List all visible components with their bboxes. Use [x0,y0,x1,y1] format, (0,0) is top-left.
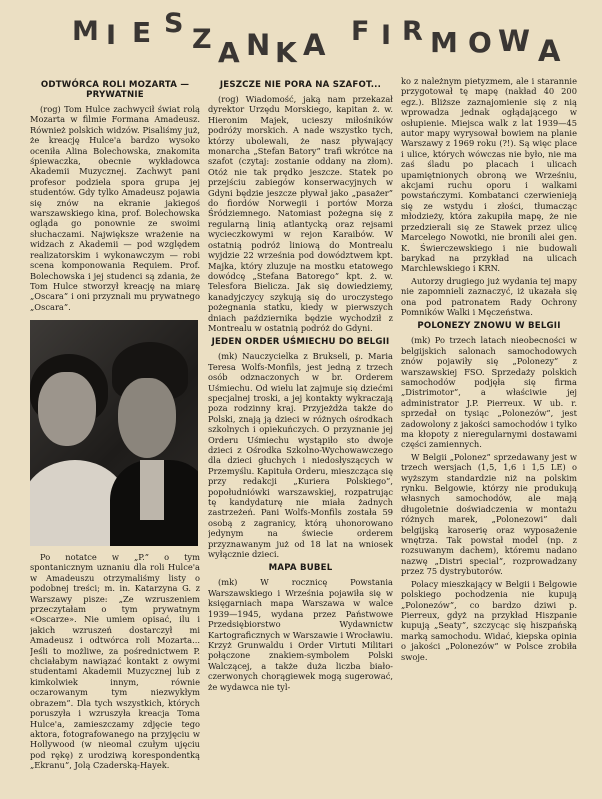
heading-mozart: ODTWÓRCA ROLI MOZARTA — PRYWATNIE [40,80,190,100]
title-letter: M [430,26,460,59]
title-letter: A [538,34,563,68]
title-letter: M [72,16,101,47]
heading-map: MAPA BUBEL [268,563,333,574]
title-letter: R [402,16,425,47]
article-batory-text: (rog) Wiadomość, jaką nam przekazał dyrektor Urzędu Morskiego, kapitan ż. w. Hieronim Majek, ucieszy miłośników podróży morskich. A nade wszystko tych, którzy ubolewali, że nasz pływający monarcha „Stefan Batory” trafi wkrótce na szafot (czytaj: zostanie oddany na złom). Otóż nie tak prędko jeszcze. Statek po przejściu zabiegów konserwacyjnych w Gdyni będzie jeszcze pływał jako „pasażer” do fiordów Norwegii i portów Morza Śródziemnego. Natomiast pożegna się z regularną linią atlantycką oraz rejsami wycieczkowymi w rejon Karaibów. W ostatnią podróż liniową do Montrealu wyjdzie 22 września pod dowództwem kpt. Majka, który zluzuje na mostku etatowego dowódcę „Stefana Batorego” kpt. ż. w. Telesfora Bielicza. Jak się dowiedziemy, kanadyjczycy szykują się do uroczystego pożegnania statku, kiedy w pierwszych dniach października będzie wychodził z Montrealu w ostatnią podróż do Gdyni. [208,94,393,333]
title-letter: F [351,16,372,47]
title-letter: A [218,36,242,69]
title-letter: N [246,28,273,62]
column-2 [208,76,393,792]
article-polonez-p3: Polacy mieszkający w Belgii i Belgowie polskiego pochodzenia nie kupują „Polonezów”, co bardzo dziwi p. Pierreux, gdyż na przykład Hiszpanie kupują „Seaty”, szczycąc się hiszpańską marką samochodu. Widać, kiepska opinia o jakości „Polonezów” w Polsce zrobiła swoje. [401,578,577,662]
title-letter: A [303,28,328,62]
article-map-continued: ko z należnym pietyzmem, ale i starannie przygotował tę mapę (nakład 40 200 egz.). Bliższe zaznajomienie się z nią wprowadza jednak ogłądającego w osłupienie. Miejsca walk z lat 1939—45 autor mapy wyrysował bowiem na planie Warszawy z 1969 roku (?!). Są więc place i ulice, których wówczas nie było, nie ma zaś śladu po placach i ulicach upamiętnionych obroną we Wrześniu, akcjami ruchu oporu i walkami powstańczymi. Kombatanci czerwienieją się ze wstydu i złości, tłumacząc młodzieży, która zakupiła mapę, że nie przedzierali się ze Stawek przez ulicę Marcelego Nowotki, nie bronili alei gen. K. Świerczewskiego i nie budowali barykad na przykład na ulicach Marchlewskiego i KRN. [401,76,577,274]
article-map-second-edition: Autorzy drugiego już wydania tej mapy nie zapomnieli zaznaczyć, iż ukazała się ona pod patronatem Rady Ochrony Pomników Walki i Męczeństwa. [401,275,577,317]
heading-polonez: POLONEZY ZNOWU W BELGII [417,321,561,332]
article-mozart-text: (rog) Tom Hulce zachwycił świat rolą Mozarta w filmie Formana Amadeusz. Również polskich widzów. Pisaliśmy już, że kreację Hulce'a bardzo wysoko oceniła Alina Bolechowska, znakomita śpiewaczka, obecnie wykładowca Akademii Muzycznej. Zachwyt pani profesor podziela spora grupa jej studentów. Gdy tylko Amadeusz pojawia się znów na ekranie jakiegoś warszawskiego kina, prof. Bolechowska ogląda go ponownie ze swoimi słuchaczami. Największe wrażenie na widzach z Akademii — pod względem realizatorskim i wykonawczym — robi scena komponowania Requiem. Prof. Bolechowska i jej studenci są zdania, że Tom Hulce stworzył kreację na miarę „Oscara” i oni przyznali mu prywatnego „Oscara”. [30,104,200,312]
title-letter: W [498,24,532,58]
title-letter: I [106,20,119,51]
heading-order: JEDEN ORDER UŚMIECHU DO BELGII [211,337,390,348]
article-polonez-p1: (mk) Po trzech latach nieobecności w belgijskich salonach samochodowych znów pojawiły się „Polonezy” z warszawskiej FSO. Sprzedaży polskich samochodów podjęła się firma „Distrimotor”, a właściwie jej administrator J.P. Pierreux. W ub. r. sprzedał on tysiąc „Polonezów”, jest zadowolony z jakości samochodów i tylko ma kłopoty z nieregularnymi dostawami części zamiennych. [401,335,577,450]
heading-batory: JESZCZE NIE PORA NA SZAFOT... [219,80,382,90]
title-letter: E [132,16,154,49]
section-title [70,6,570,72]
column-1-top [30,76,200,316]
article-map-text: (mk) W rocznicę Powstania Warszawskiego i Września pojawiła się w księgarniach mapa Warszawa w walce 1939—1945, wydana przez Państwowe Przedsiębiorstwo Wydawnictw Kartograficznych w Warszawie i Wrocławiu. Krzyż Grunwaldu i Order Virtuti Militari połączone znakiem-symbolem Polski Walczącej, a także duża liczba biało-czerwonych chorągiewek mogą sugerować, że wydawca nie tyl- [208,577,393,692]
title-letter: S [164,8,186,39]
photo-tom-hulce [30,320,198,546]
column-1-bottom [30,552,200,792]
title-letter: I [381,20,394,51]
article-mozart-letters: Po notatce w „P.” o tym spontanicznym uznaniu dla roli Hulce'a w Amadeuszu otrzymaliśmy listy o podobnej treści; m. in. Katarzyna G. z Warszawy pisze: „Ze wzruszeniem przeczytałam o tym prywatnym «Oscarze». Nie umiem opisać, ilu i jakich wzruszeń dostarczył mi Amadeusz i odtwórca roli Mozarta... Jeśli to możliwe, za pośrednictwem P. chciałabym nawiązać kontakt z owymi studentami Akademii Muzycznej lub z kimkolwiek innym, równie oczarowanym tym niezwykłym obrazem”. Dla tych wszystkich, których poruszyła i wzruszyła kreacja Toma Hulce'a, zamieszczamy zdjęcie tego aktora, fotografowanego na przyjęciu w Hollywood (w nieomal czułym ujęciu pod rękę) z urodziwą korespondentką „Ekranu”, Jolą Czaderską-Hayek. [30,552,200,771]
article-order-text: (mk) Nauczycielka z Brukseli, p. Maria Teresa Wolfs-Monfils, jest jedną z trzech osób odznaczonych w br. Orderem Uśmiechu. Od wielu lat zajmuje się dziećmi specjalnej troski, a jej kontakty wykraczają poza rodzinny kraj. Przyjeżdża także do Polski, znają ją dzieci w różnych ośrodkach szkolnych i opiekuńczych. O przyznanie jej Orderu Uśmiechu wystąpiło sto dwoje dzieci z Ośrodka Szkolno-Wychowawczego dla dzieci głuchych i niedosłyszących w Przemyślu. Kapituła Orderu, mieszcząca się przy redakcji „Kuriera Polskiego”, popołudniówki warszawskiej, rozpatrując tę kandydaturę nie miała żadnych zastrzeżeń. Pani Wolfs-Monfils została 59 osobą z zagranicy, którą uhonorowano jedynym na świecie orderem przyznawanym już od 18 lat na wniosek wyłącznie dzieci. [208,351,393,560]
title-letter: K [275,36,299,69]
column-3 [401,76,577,792]
title-letter: Z [192,24,214,55]
article-polonez-p2: W Belgii „Polonez” sprzedawany jest w trzech wersjach (1,5, 1,6 i 1,5 LE) o wyższym standardzie niż na polskim rynku. Belgowie, którzy nie produkują własnych samochodów, ale mają długoletnie doświadczenia w montażu różnych marek, „Polonezowi” dali belgijską karoserię oraz wyposażenie wnętrza. Tak powstał model (np. z rozsuwanym dachem), któremu nadano nazwę „Distri special”, rozprowadzany przez 75 dystrybutorów. [401,451,577,577]
title-letter: O [468,26,494,59]
